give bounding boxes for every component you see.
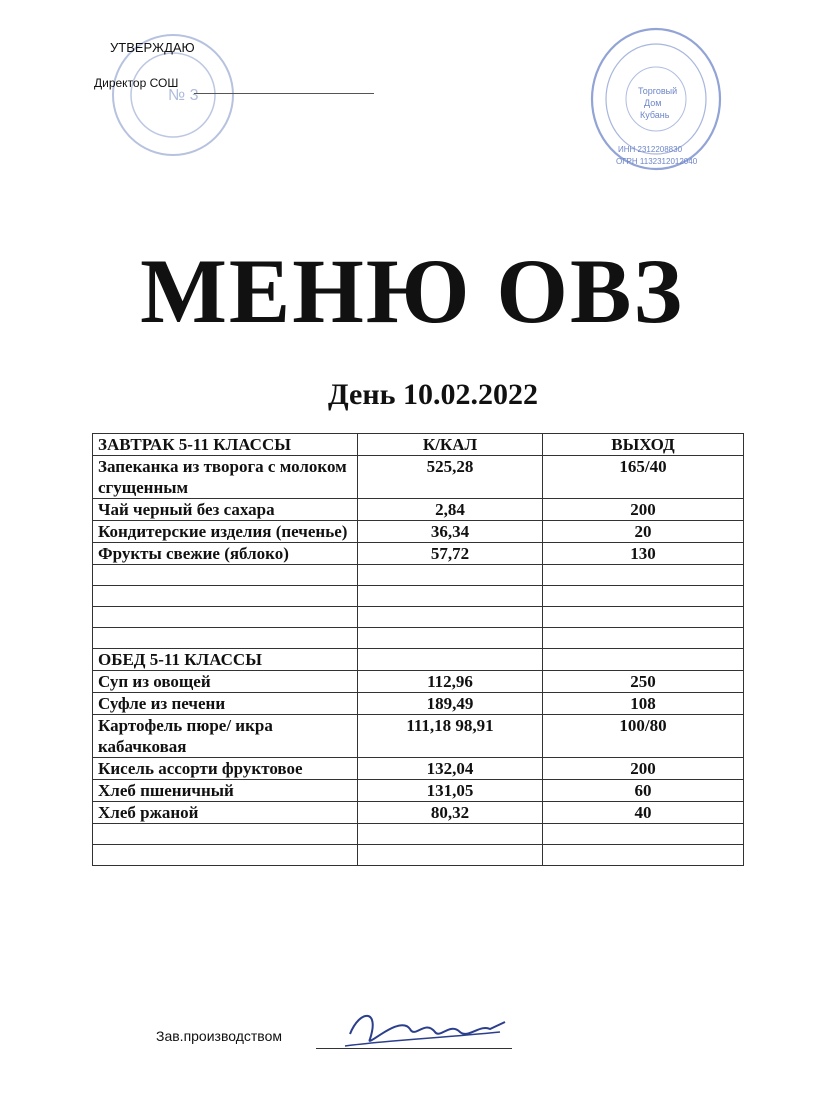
table-row xyxy=(93,802,744,824)
director-label: Директор СОШ xyxy=(94,76,179,90)
menu-date: День 10.02.2022 xyxy=(328,378,538,411)
dish-kcal: 2,84 xyxy=(358,499,543,521)
empty-row xyxy=(93,586,744,607)
table-row xyxy=(93,780,744,802)
menu-table xyxy=(92,433,744,866)
svg-text:Торговый: Торговый xyxy=(638,86,678,96)
table-row xyxy=(93,693,744,715)
dish-output: 250 xyxy=(543,671,744,693)
svg-text:Кубань: Кубань xyxy=(640,110,670,120)
empty-row xyxy=(93,824,744,845)
dish-kcal: 525,28 xyxy=(358,456,543,499)
lunch-header-row xyxy=(93,649,744,671)
table-row xyxy=(93,543,744,565)
dish-kcal: 112,96 xyxy=(358,671,543,693)
table-row xyxy=(93,671,744,693)
dish-kcal: 111,18 98,91 xyxy=(358,715,543,758)
dish-output: 20 xyxy=(543,521,744,543)
dish-kcal: 189,49 xyxy=(358,693,543,715)
dish-kcal: 132,04 xyxy=(358,758,543,780)
dish-output: 60 xyxy=(543,780,744,802)
dish-output: 165/40 xyxy=(543,456,744,499)
breakfast-header-row xyxy=(93,434,744,456)
dish-name: Кондитерские изделия (печенье) xyxy=(93,521,358,543)
svg-text:№ 3: № 3 xyxy=(168,87,199,104)
dish-output: 108 xyxy=(543,693,744,715)
dish-name: Фрукты свежие (яблоко) xyxy=(93,543,358,565)
empty-row xyxy=(93,607,744,628)
dish-name: Чай черный без сахара xyxy=(93,499,358,521)
approve-label: УТВЕРЖДАЮ xyxy=(110,40,195,55)
empty-row xyxy=(93,845,744,866)
page-title: МЕНЮ ОВЗ xyxy=(140,240,684,342)
empty-row xyxy=(93,565,744,586)
company-seal xyxy=(586,24,726,174)
dish-kcal: 57,72 xyxy=(358,543,543,565)
svg-text:ОГРН 1132312012040: ОГРН 1132312012040 xyxy=(616,157,698,166)
dish-kcal: 131,05 xyxy=(358,780,543,802)
dish-kcal: 36,34 xyxy=(358,521,543,543)
dish-output: 130 xyxy=(543,543,744,565)
dish-output: 200 xyxy=(543,758,744,780)
dish-output: 200 xyxy=(543,499,744,521)
kcal-header: К/КАЛ xyxy=(358,434,543,456)
svg-text:Дом: Дом xyxy=(644,98,662,108)
approve-underline xyxy=(194,93,374,94)
dish-name: Кисель ассорти фруктовое xyxy=(93,758,358,780)
dish-name: Картофель пюре/ икра кабачковая xyxy=(93,715,358,758)
dish-name: Суфле из печени xyxy=(93,693,358,715)
signature xyxy=(340,1004,510,1054)
table-row xyxy=(93,499,744,521)
dish-name: Запеканка из творога с молоком сгущенным xyxy=(93,456,358,499)
table-row xyxy=(93,715,744,758)
empty-row xyxy=(93,628,744,649)
dish-name: Хлеб пшеничный xyxy=(93,780,358,802)
output-header: ВЫХОД xyxy=(543,434,744,456)
svg-text:ИНН 2312208830: ИНН 2312208830 xyxy=(618,145,683,154)
dish-output: 40 xyxy=(543,802,744,824)
breakfast-header: ЗАВТРАК 5-11 КЛАССЫ xyxy=(93,434,358,456)
dish-output: 100/80 xyxy=(543,715,744,758)
table-row xyxy=(93,456,744,499)
dish-name: Хлеб ржаной xyxy=(93,802,358,824)
production-head-label: Зав.производством xyxy=(156,1028,282,1044)
table-row xyxy=(93,758,744,780)
dish-name: Суп из овощей xyxy=(93,671,358,693)
dish-kcal: 80,32 xyxy=(358,802,543,824)
table-row xyxy=(93,521,744,543)
lunch-header: ОБЕД 5-11 КЛАССЫ xyxy=(93,649,358,671)
